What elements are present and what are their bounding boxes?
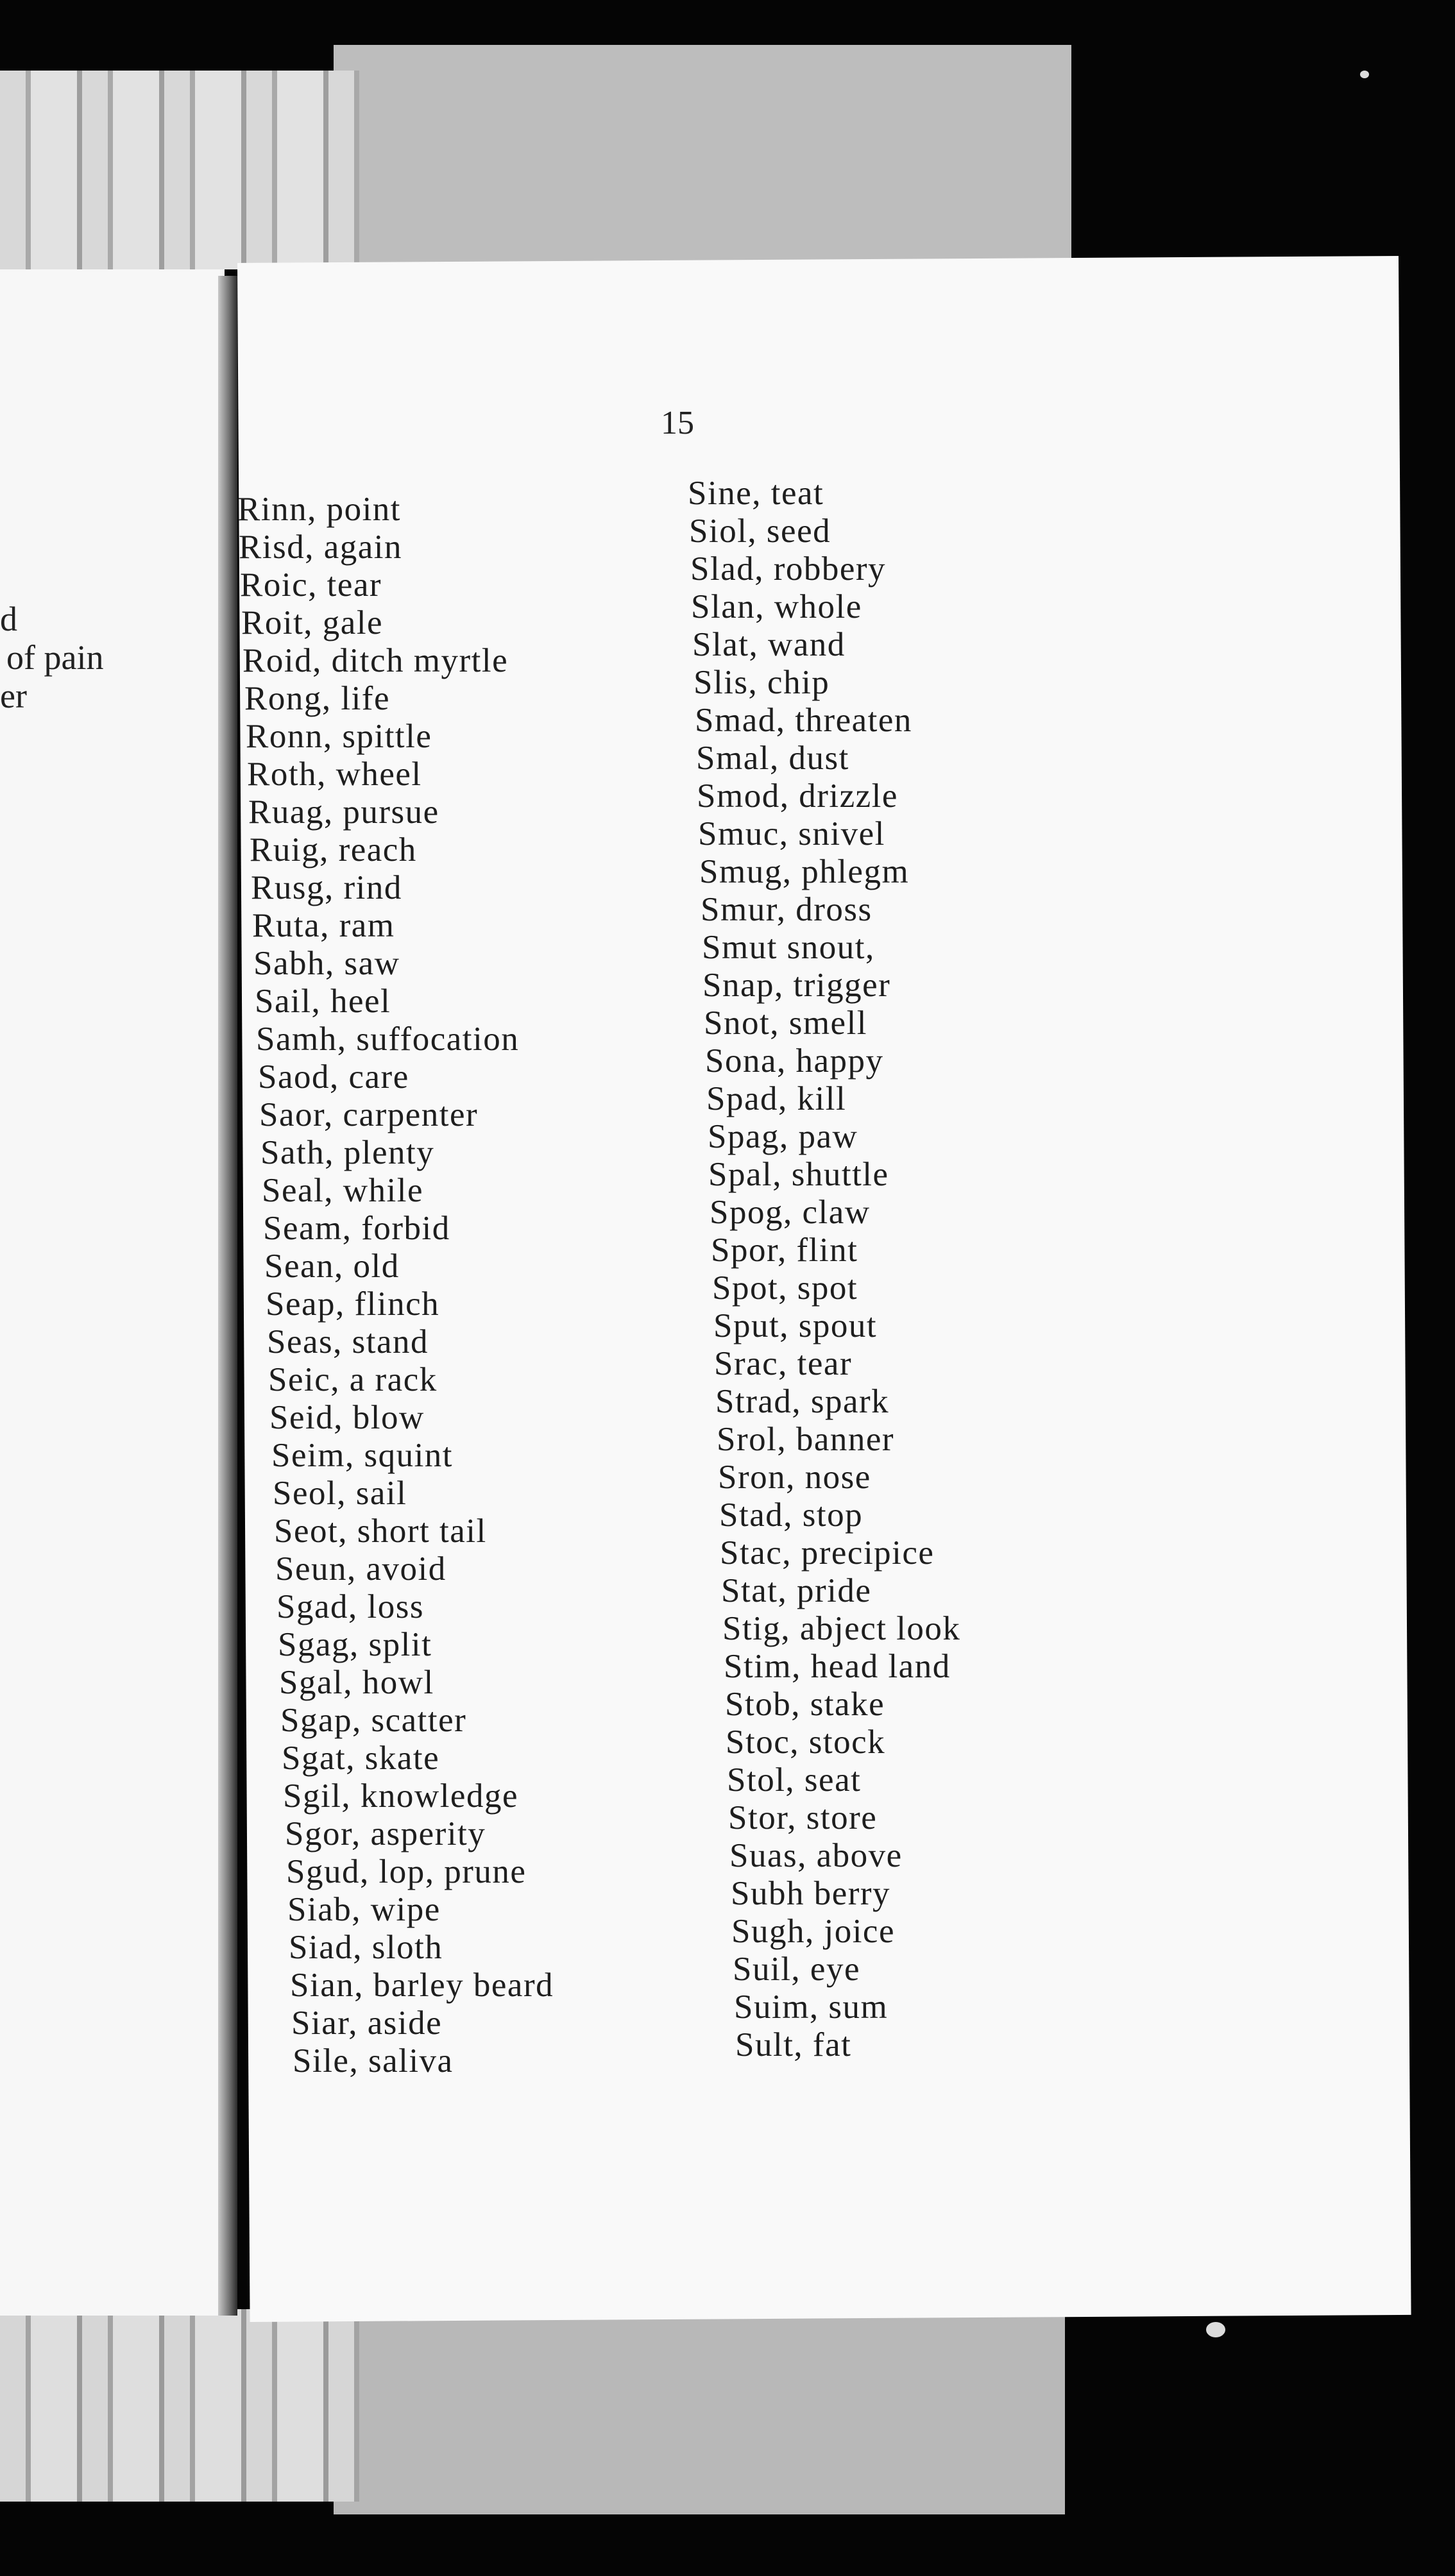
page-gutter — [218, 276, 237, 2316]
word-entry: Strad, spark — [715, 1383, 890, 1420]
word-entry: Rong, life — [244, 680, 390, 717]
word-entry: Sine, teat — [688, 475, 824, 512]
word-entry: Roit, gale — [241, 604, 384, 641]
left-fragment: of pain — [6, 638, 104, 677]
word-entry: Srac, tear — [714, 1345, 853, 1382]
word-entry: Seot, short tail — [274, 1513, 487, 1550]
word-entry: Sile, saliva — [293, 2042, 454, 2080]
word-entry: Roic, tear — [240, 566, 382, 604]
word-entry: Sput, spout — [713, 1307, 878, 1344]
word-entry: Sugh, joice — [731, 1913, 895, 1950]
word-entry: Stim, head land — [724, 1648, 951, 1685]
word-entry: Smur, dross — [701, 891, 872, 928]
word-entry: Slat, wand — [692, 626, 846, 663]
scan-speck — [1360, 71, 1369, 78]
word-entry: Subh berry — [731, 1875, 891, 1912]
word-entry: Spor, flint — [711, 1232, 858, 1269]
word-list-right-column — [688, 475, 1098, 2064]
word-entry: Ronn, spittle — [246, 718, 432, 755]
left-fragment: er — [0, 677, 27, 715]
book-binding-top — [0, 71, 359, 269]
word-entry: Sgor, asperity — [285, 1815, 486, 1852]
word-entry: Sgag, split — [278, 1626, 432, 1663]
word-entry: Seas, stand — [267, 1323, 429, 1360]
word-entry: Stoc, stock — [726, 1724, 886, 1761]
word-entry: Sgud, lop, prune — [286, 1853, 527, 1890]
word-entry: Sgad, loss — [277, 1588, 424, 1625]
word-entry: Sabh, saw — [253, 945, 400, 982]
word-entry: Rinn, point — [237, 491, 402, 528]
word-entry: Siol, seed — [689, 513, 831, 550]
word-entry: Seol, sail — [273, 1475, 407, 1512]
word-entry: Spag, paw — [708, 1118, 858, 1155]
word-entry: Seal, while — [262, 1172, 423, 1209]
word-entry: Smad, threaten — [695, 702, 912, 739]
word-entry: Sath, plenty — [260, 1134, 435, 1171]
word-entry: Smut snout, — [702, 929, 875, 966]
word-entry: Ruag, pursue — [248, 793, 439, 831]
word-entry: Slad, robbery — [690, 550, 887, 588]
word-entry: Smal, dust — [696, 740, 849, 777]
word-entry: Sgal, howl — [279, 1664, 434, 1701]
word-entry: Sult, fat — [735, 2026, 852, 2063]
scan-speck — [1206, 2322, 1225, 2337]
word-entry: Seap, flinch — [266, 1285, 440, 1323]
word-entry: Sean, old — [264, 1248, 400, 1285]
word-entry: Siab, wipe — [287, 1891, 441, 1928]
word-entry: Snot, smell — [704, 1004, 868, 1042]
word-entry: Seic, a rack — [268, 1361, 438, 1398]
word-entry: Ruta, ram — [252, 907, 395, 944]
word-entry: Sgat, skate — [282, 1740, 440, 1777]
tape-strip-top — [334, 45, 1071, 269]
word-entry: Srol, banner — [717, 1421, 895, 1458]
word-entry: Spal, shuttle — [708, 1156, 889, 1193]
word-entry: Roth, wheel — [247, 756, 422, 793]
word-entry: Suil, eye — [733, 1951, 860, 1988]
word-entry: Ruig, reach — [250, 831, 417, 869]
word-entry: Roid, ditch myrtle — [242, 642, 509, 679]
word-entry: Snap, trigger — [702, 967, 891, 1004]
word-entry: Seun, avoid — [275, 1550, 447, 1588]
word-entry: Slan, whole — [691, 588, 862, 625]
word-entry: Suas, above — [729, 1837, 903, 1874]
word-entry: Stat, pride — [721, 1572, 872, 1609]
left-page — [0, 269, 225, 2316]
word-entry: Risd, again — [239, 529, 402, 566]
word-entry: Stol, seat — [727, 1761, 862, 1799]
word-entry: Stad, stop — [719, 1496, 864, 1534]
word-entry: Seim, squint — [271, 1437, 454, 1474]
word-entry: Sona, happy — [705, 1042, 884, 1080]
book-binding-bottom — [0, 2309, 359, 2502]
word-entry: Spad, kill — [706, 1080, 847, 1117]
word-entry: Sail, heel — [255, 983, 391, 1020]
word-entry: Stac, precipice — [720, 1534, 935, 1572]
word-entry: Smug, phlegm — [699, 853, 910, 890]
word-entry: Sgap, scatter — [280, 1702, 467, 1739]
word-entry: Sgil, knowledge — [283, 1777, 518, 1815]
word-entry: Saod, care — [258, 1058, 409, 1096]
word-entry: Smuc, snivel — [698, 815, 885, 852]
word-list-left-column — [237, 491, 661, 2080]
word-entry: Stor, store — [728, 1799, 878, 1836]
word-entry: Sron, nose — [718, 1459, 871, 1496]
word-entry: Samh, suffocation — [256, 1021, 520, 1058]
word-entry: Sian, barley beard — [290, 1967, 554, 2004]
word-entry: Rusg, rind — [251, 869, 402, 906]
word-entry: Seam, forbid — [263, 1210, 450, 1247]
word-entry: Saor, carpenter — [259, 1096, 479, 1133]
word-entry: Stig, abject look — [722, 1610, 961, 1647]
word-entry: Siar, aside — [291, 2004, 443, 2042]
page-number: 15 — [661, 405, 694, 441]
word-entry: Spot, spot — [712, 1269, 858, 1307]
word-entry: Suim, sum — [734, 1988, 889, 2026]
word-entry: Seid, blow — [269, 1399, 425, 1436]
word-entry: Slis, chip — [693, 664, 830, 701]
word-entry: Spog, claw — [710, 1194, 871, 1231]
word-entry: Siad, sloth — [289, 1929, 443, 1966]
word-entry: Smod, drizzle — [697, 777, 898, 815]
left-fragment: d — [0, 600, 17, 638]
left-page-fragments — [0, 600, 103, 715]
word-entry: Stob, stake — [725, 1686, 885, 1723]
